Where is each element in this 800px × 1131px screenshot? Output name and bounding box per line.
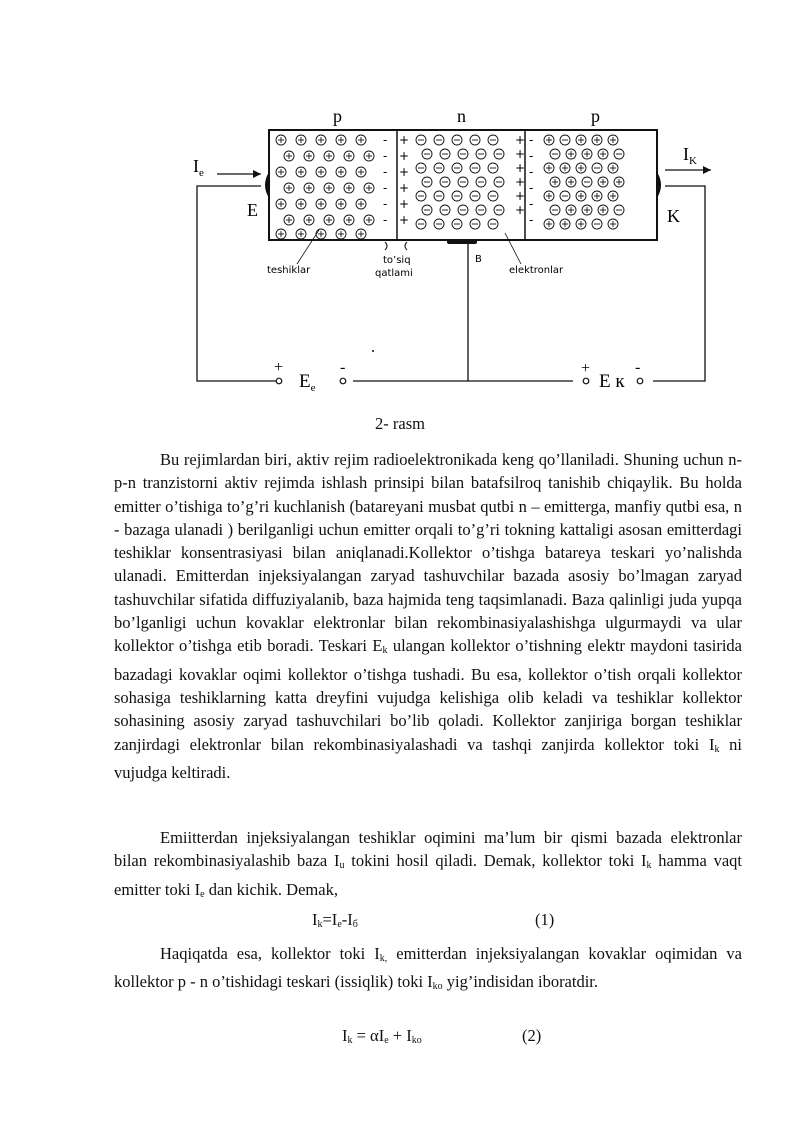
collector-label: K xyxy=(667,206,680,226)
stray-dot xyxy=(372,350,374,352)
charge-carriers xyxy=(276,133,624,239)
paragraph-3-text-b: emitterdan injeksiyalangan kovaklar oqimidan va kollektor p - n o’tishidagi teskari (issiqlik) toki I xyxy=(114,944,742,992)
space-charge-plus-left: + xyxy=(399,149,410,163)
space-charge-minus-right: - xyxy=(529,181,534,195)
ee-plus-sign: + xyxy=(274,359,284,376)
paragraph-3-sub-2: ko xyxy=(432,981,443,993)
base-contact xyxy=(447,239,477,244)
emitter-arrow-head xyxy=(253,170,261,178)
space-charge-plus-left: + xyxy=(399,133,410,147)
space-charge-plus-left: + xyxy=(399,181,410,195)
paragraph-2-text-a: Emiitterdan injeksiyalangan teshiklar oqimini ma’lum bir qismi bazada elektronlar bilan rekombinasiyalashib baza I xyxy=(114,828,742,871)
pnp-transistor-svg xyxy=(185,100,715,400)
collector-current-label: $I_K$ xyxy=(683,144,697,167)
transistor-diagram xyxy=(185,100,715,400)
space-charge-plus-right: + xyxy=(515,189,526,203)
space-charge-minus-right: - xyxy=(529,133,534,147)
ek-minus-sign: - xyxy=(635,359,641,376)
equation-2: $I_k = \alpha I_e + I_{ko}$ xyxy=(342,1026,422,1046)
annotation-elektronlar: elektronlar xyxy=(509,265,564,276)
ee-label: $E_e$ xyxy=(299,371,316,394)
space-charge-minus-right: - xyxy=(529,149,534,163)
paragraph-2-sub-3: e xyxy=(200,888,205,900)
ek-terminal-plus xyxy=(583,378,589,384)
ek-label: E к xyxy=(599,371,625,392)
space-charge-plus-left: + xyxy=(399,213,410,227)
space-charge-plus-left: + xyxy=(399,197,410,211)
annotation-teshiklar: teshiklar xyxy=(267,265,311,276)
space-charge-minus-right: - xyxy=(529,213,534,227)
paragraph-2-sub-1: u xyxy=(339,860,345,872)
paragraph-1-sub-2: k xyxy=(714,743,720,755)
paragraph-2-text-c: hamma vaqt emitter toki I xyxy=(114,851,742,899)
paragraph-1 xyxy=(114,448,742,784)
paragraph-3-sub-1: k, xyxy=(379,953,388,964)
barrier-brace xyxy=(385,242,407,250)
space-charge-minus-right: - xyxy=(529,197,534,211)
space-charge-minus-right: - xyxy=(529,165,534,179)
space-charge-minus-left: - xyxy=(383,165,388,179)
paragraph-1-sub-1: k xyxy=(382,645,388,657)
space-charge-plus-right: + xyxy=(515,161,526,175)
paragraph-3-text-a: Haqiqatda esa, kollektor toki I xyxy=(160,944,380,963)
ek-terminal-minus xyxy=(637,378,643,384)
collector-arrow-head xyxy=(703,166,711,174)
paragraph-2-sub-2: k xyxy=(646,860,652,872)
paragraph-1-text-a: Bu rejimlardan biri, aktiv rejim radioelektronikada keng qo’llaniladi. Shuning uchun n-p-n tranzistorni aktiv rejimda ishlash prinsipi bilan batafsilroq tanishib chiqaylik. Bu holda emitter o’tishiga to’g’ri kuchlanish (batareyani musbat qutbi n – emitterga, manfiy qutbi esa, n - bazaga ulanadi ) berilganligi uchun emitter orqali to’g’ri tokning kattaligi asosan emitterdagi teshiklar konsentrasiyasi bilan aniqlanadi.Kollektor o’tishga batareya teskari yo’nalishda ulanadi. Emitterdan injeksiyalangan zaryad tashuvchilar bazada asosiy bo’lmagan zaryad tashuvchilar sifatida diffuziyalanib, baza hajmida teng taqsimlanadi. Baza qalinligi juda yupqa bo’lganligi uchun kovaklar elektronlar bilan rekombinasiyalashishga ulgurmaydi va ular kollektor o’tishga etib boradi. Teskari E xyxy=(114,450,742,656)
ee-terminal-plus xyxy=(276,378,282,384)
paragraph-2 xyxy=(114,826,742,906)
annotation-teshiklar-pointer xyxy=(297,230,319,264)
paragraph-2-text-d: dan kichik. Demak, xyxy=(204,879,338,899)
region-label-p-left: p xyxy=(333,106,342,126)
space-charge-plus-right: + xyxy=(515,147,526,161)
equation-1-number: (1) xyxy=(535,910,555,929)
region-label-p-right: p xyxy=(591,106,600,126)
space-charge-minus-left: - xyxy=(383,181,388,195)
annotation-barrier-line2: qatlami xyxy=(375,268,413,279)
annotation-elektronlar-pointer xyxy=(505,233,521,264)
paragraph-3 xyxy=(114,942,742,999)
collector-contact xyxy=(657,172,661,198)
space-charge-minus-left: - xyxy=(383,197,388,211)
paragraph-2-text-b: tokini hosil qiladi. Demak, kollektor toki I xyxy=(344,851,647,871)
space-charge-plus-right: + xyxy=(515,133,526,147)
emitter-current-label: $I_e$ xyxy=(193,156,204,179)
annotation-barrier-line1: to’siq xyxy=(383,255,411,266)
ek-plus-sign: + xyxy=(581,360,591,377)
space-charge-plus-right: + xyxy=(515,175,526,189)
paragraph-1-text-b: ulangan kollektor o’tishning elektr maydoni tasirida bazadagi kovaklar oqimi kollektor o’tishga tushadi. Bu esa, kollektor o’tish orqali kollektor sohasiga teshiklarning katta dreyfini vujudga kelishiga olib keladi va teshiklar kollektor sohasining asosiy zaryad tashuvchilari bo’lib qoladi. Kollektor zanjiriga borgan teshiklar zanjirdagi elektronlar bilan rekombinasiyalashadi va tashqi zanjirda kollektor toki I xyxy=(114,636,742,754)
paragraph-1-text-c: ni vujudga keltiradi. xyxy=(114,734,742,782)
equation-1: $I_k=I_e-I_б$ xyxy=(312,910,358,930)
equation-2-number: (2) xyxy=(522,1026,542,1045)
emitter-contact xyxy=(265,172,269,198)
ee-terminal-minus xyxy=(340,378,346,384)
space-charge-plus-left: + xyxy=(399,165,410,179)
space-charge-minus-left: - xyxy=(383,213,388,227)
emitter-label: E xyxy=(247,200,258,220)
emitter-circuit-wire xyxy=(197,186,277,381)
space-charge-minus-left: - xyxy=(383,133,388,147)
paragraph-3-text-c: yig’indisidan iboratdir. xyxy=(442,972,599,992)
region-label-n: n xyxy=(457,106,466,126)
figure-caption: 2- rasm xyxy=(375,414,425,433)
space-charge-plus-right: + xyxy=(515,203,526,217)
ee-minus-sign: - xyxy=(340,359,346,376)
space-charge-minus-left: - xyxy=(383,149,388,163)
annotation-base: B xyxy=(475,254,482,265)
